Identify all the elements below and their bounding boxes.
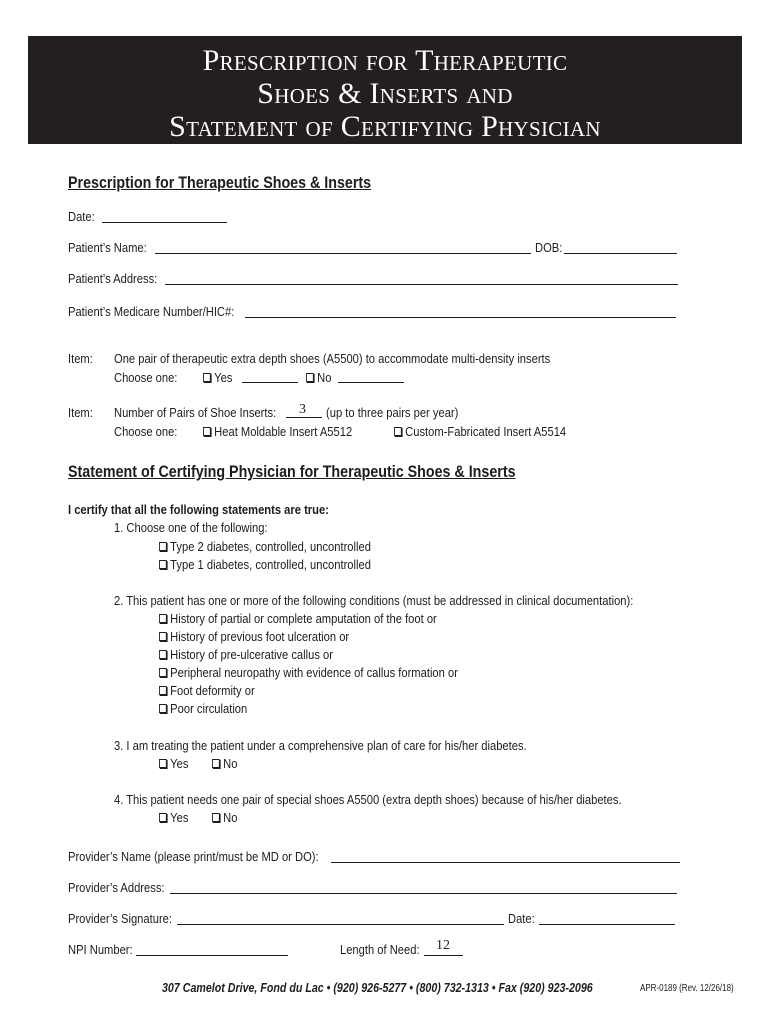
medicare-number-label: Patient’s Medicare Number/HIC#:	[68, 304, 235, 319]
shoes-yes-label: Yes	[214, 370, 233, 385]
diabetes-type-2-option[interactable]	[159, 539, 371, 554]
checkbox-icon[interactable]	[159, 614, 167, 623]
checkbox-icon[interactable]	[306, 373, 314, 382]
certification-intro: I certify that all the following statements are true:	[68, 502, 329, 517]
checkbox-icon[interactable]	[212, 813, 220, 822]
date-field[interactable]	[102, 222, 227, 223]
shoes-no-field[interactable]	[338, 382, 404, 383]
checkbox-icon[interactable]	[394, 427, 402, 436]
option-label: Yes	[170, 756, 189, 771]
checkbox-icon[interactable]	[159, 759, 167, 768]
question-2: 2. This patient has one or more of the following conditions (must be addressed in clinical documentation):	[114, 593, 634, 608]
q4-yes-option[interactable]	[159, 810, 188, 825]
title-line-1: Prescription for Therapeutic	[202, 44, 568, 77]
condition-neuropathy-option[interactable]	[159, 665, 458, 680]
checkbox-icon[interactable]	[159, 704, 167, 713]
q4-no-option[interactable]	[212, 810, 237, 825]
provider-name-label: Provider’s Name (please print/must be MD or DO):	[68, 849, 319, 864]
q3-no-option[interactable]	[212, 756, 237, 771]
insert-pairs-field[interactable]	[286, 417, 322, 418]
option-label: Type 2 diabetes, controlled, uncontrolled	[170, 539, 371, 554]
insert-pairs-label: Number of Pairs of Shoe Inserts:	[114, 405, 277, 420]
medicare-number-field[interactable]	[245, 317, 676, 318]
npi-number-field[interactable]	[136, 955, 288, 956]
item-2-label: Item:	[68, 405, 93, 420]
checkbox-icon[interactable]	[212, 759, 220, 768]
provider-address-field[interactable]	[170, 893, 677, 894]
option-label: Foot deformity or	[170, 683, 255, 698]
option-label: History of pre-ulcerative callus or	[170, 647, 333, 662]
custom-fabricated-label: Custom-Fabricated Insert A5514	[405, 424, 567, 439]
heat-moldable-option[interactable]	[203, 424, 352, 439]
checkbox-icon[interactable]	[203, 427, 211, 436]
shoes-yes-field[interactable]	[242, 382, 298, 383]
form-title-banner	[28, 36, 742, 144]
checkbox-icon[interactable]	[203, 373, 211, 382]
patient-address-label: Patient’s Address:	[68, 271, 158, 286]
option-label: History of previous foot ulceration or	[170, 629, 350, 644]
question-4: 4. This patient needs one pair of special shoes A5500 (extra depth shoes) because of his/her diabetes.	[114, 792, 622, 807]
question-1: 1. Choose one of the following:	[114, 520, 268, 535]
option-label: Type 1 diabetes, controlled, uncontrolled	[170, 557, 371, 572]
provider-date-label: Date:	[508, 911, 535, 926]
length-of-need-value: 12	[436, 938, 450, 953]
dob-label: DOB:	[535, 240, 563, 255]
condition-deformity-option[interactable]	[159, 683, 255, 698]
patient-name-field[interactable]	[155, 253, 531, 254]
option-label: Poor circulation	[170, 701, 248, 716]
item-1-description: One pair of therapeutic extra depth shoes (A5500) to accommodate multi-density inserts	[114, 351, 551, 366]
checkbox-icon[interactable]	[159, 650, 167, 659]
checkbox-icon[interactable]	[159, 560, 167, 569]
shoes-yes-option[interactable]	[203, 370, 232, 385]
condition-circulation-option[interactable]	[159, 701, 247, 716]
condition-ulceration-option[interactable]	[159, 629, 349, 644]
patient-address-field[interactable]	[165, 284, 678, 285]
checkbox-icon[interactable]	[159, 813, 167, 822]
checkbox-icon[interactable]	[159, 668, 167, 677]
option-label: No	[223, 810, 238, 825]
option-label: Peripheral neuropathy with evidence of callus formation or	[170, 665, 458, 680]
provider-signature-field[interactable]	[177, 924, 504, 925]
checkbox-icon[interactable]	[159, 542, 167, 551]
heat-moldable-label: Heat Moldable Insert A5512	[214, 424, 353, 439]
provider-date-field[interactable]	[539, 924, 675, 925]
certification-heading: Statement of Certifying Physician for Therapeutic Shoes & Inserts	[68, 462, 516, 481]
form-revision: APR-0189 (Rev. 12/26/18)	[640, 983, 734, 994]
patient-name-label: Patient’s Name:	[68, 240, 147, 255]
option-label: History of partial or complete amputation of the foot or	[170, 611, 437, 626]
provider-signature-label: Provider’s Signature:	[68, 911, 172, 926]
provider-address-label: Provider’s Address:	[68, 880, 165, 895]
length-of-need-label: Length of Need:	[340, 942, 420, 957]
dob-field[interactable]	[564, 253, 677, 254]
condition-callus-option[interactable]	[159, 647, 333, 662]
diabetes-type-1-option[interactable]	[159, 557, 371, 572]
length-of-need-field[interactable]	[424, 955, 463, 956]
shoes-no-option[interactable]	[306, 370, 331, 385]
checkbox-icon[interactable]	[159, 686, 167, 695]
condition-amputation-option[interactable]	[159, 611, 437, 626]
question-3: 3. I am treating the patient under a comprehensive plan of care for his/her diabetes.	[114, 738, 527, 753]
footer-contact: 307 Camelot Drive, Fond du Lac • (920) 926-5277 • (800) 732-1313 • Fax (920) 923-2096	[162, 980, 593, 995]
title-line-2: Shoes & Inserts and	[257, 77, 513, 110]
shoes-no-label: No	[317, 370, 332, 385]
option-label: No	[223, 756, 238, 771]
prescription-heading: Prescription for Therapeutic Shoes & Inserts	[68, 173, 372, 192]
custom-fabricated-option[interactable]	[394, 424, 566, 439]
insert-pairs-note: (up to three pairs per year)	[326, 405, 459, 420]
title-line-3: Statement of Certifying Physician	[169, 110, 601, 143]
option-label: Yes	[170, 810, 189, 825]
provider-name-field[interactable]	[331, 862, 680, 863]
item-1-choose-label: Choose one:	[114, 370, 178, 385]
item-2-choose-label: Choose one:	[114, 424, 178, 439]
date-label: Date:	[68, 209, 95, 224]
npi-number-label: NPI Number:	[68, 942, 133, 957]
checkbox-icon[interactable]	[159, 632, 167, 641]
insert-pairs-value: 3	[299, 402, 306, 417]
q3-yes-option[interactable]	[159, 756, 188, 771]
item-1-label: Item:	[68, 351, 93, 366]
